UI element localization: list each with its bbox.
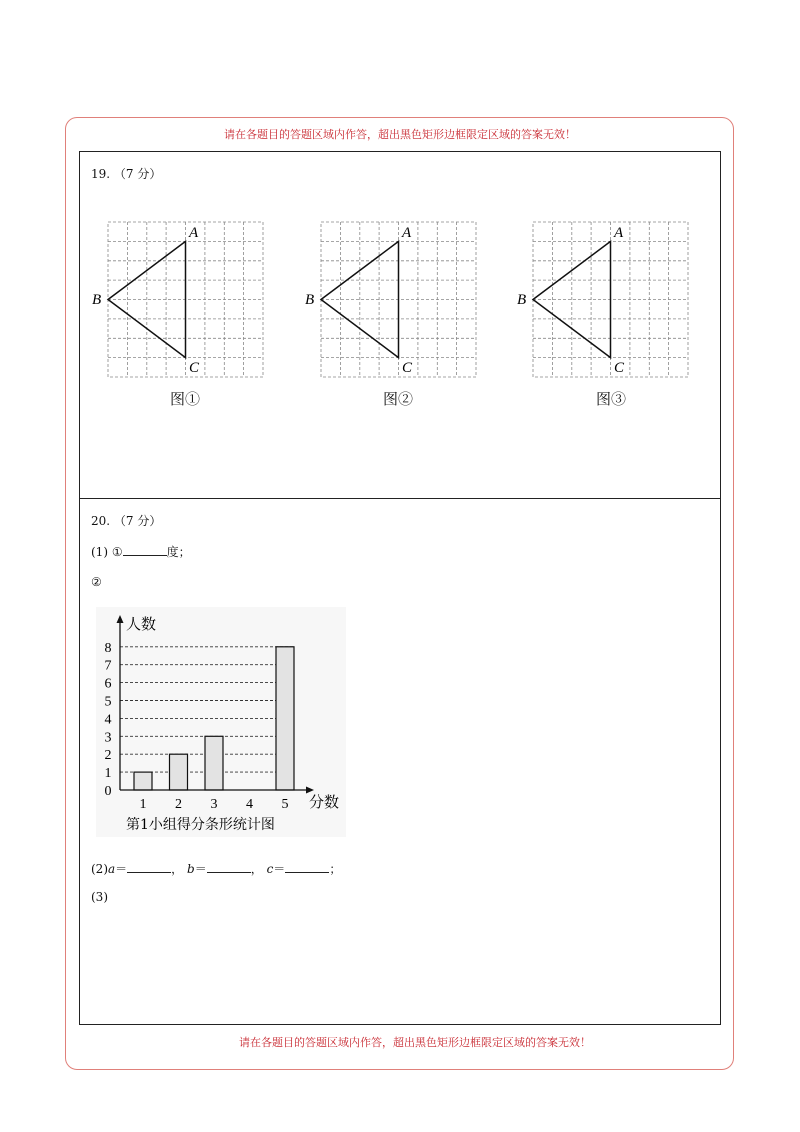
- y-tick-label: 0: [104, 784, 112, 799]
- x-tick-label: 4: [246, 797, 253, 812]
- eq-b: ＝: [194, 862, 207, 876]
- question-divider: [79, 498, 721, 499]
- vertex-a-label: A: [614, 225, 624, 241]
- figure-2-caption: 图②: [383, 390, 414, 408]
- y-tick-label: 6: [104, 676, 112, 692]
- q20-title: 20. （7 分）: [91, 514, 162, 528]
- x-tick-label: 3: [210, 797, 218, 812]
- figure-1-caption: 图①: [170, 390, 201, 408]
- q19-figure-2: [305, 214, 485, 384]
- var-c: c: [266, 862, 274, 876]
- bar-5: [276, 647, 294, 790]
- vertex-b-label: B: [305, 292, 315, 308]
- bar-2: [170, 754, 188, 790]
- chart-x-ticks: [140, 797, 289, 812]
- y-axis-label: 人数: [126, 615, 157, 633]
- y-tick-label: 2: [104, 748, 112, 764]
- y-tick-label: 4: [104, 712, 112, 728]
- y-tick-label: 7: [104, 658, 112, 674]
- y-axis-arrow: [117, 615, 124, 623]
- x-tick-label: 2: [175, 797, 182, 812]
- bar-chart: [96, 607, 346, 837]
- var-a: a: [108, 862, 116, 876]
- eq-a: ＝: [115, 862, 128, 876]
- x-axis-label: 分数: [309, 793, 340, 811]
- var-b: b: [187, 862, 195, 876]
- vertex-a-label: A: [189, 225, 199, 241]
- y-tick-label: 1: [104, 766, 112, 782]
- q20-part1: [91, 543, 191, 560]
- comma-2: ，: [250, 862, 263, 876]
- notice-bottom: 请在各题目的答题区域内作答，超出黑色矩形边框限定区域的答案无效！: [239, 1036, 591, 1049]
- answer-blank-b[interactable]: [207, 862, 251, 873]
- part1-answer-blank[interactable]: [123, 545, 167, 556]
- comma-1: ，: [171, 862, 184, 876]
- vertex-c-label: C: [189, 360, 200, 376]
- y-tick-label: 3: [104, 730, 112, 746]
- q19-title: 19. （7 分）: [91, 167, 162, 181]
- answer-blank-a[interactable]: [127, 862, 171, 873]
- q20-part3: (3): [91, 890, 108, 904]
- vertex-b-label: B: [92, 292, 102, 308]
- x-tick-label: 1: [139, 797, 147, 812]
- part1-suffix: 度；: [166, 545, 191, 559]
- chart-y-ticks: [105, 641, 112, 799]
- x-tick-label: 5: [281, 797, 289, 812]
- vertex-c-label: C: [614, 360, 625, 376]
- q20-part1-sub2: ②: [91, 575, 102, 589]
- q19-figure-3: [517, 214, 697, 384]
- figure-3-caption: 图③: [596, 390, 627, 408]
- part2-end: ；: [329, 862, 342, 876]
- q20-part2: [91, 860, 341, 877]
- bar-3: [205, 736, 223, 790]
- eq-c: ＝: [273, 862, 286, 876]
- bar-1: [134, 772, 152, 790]
- notice-top: 请在各题目的答题区域内作答，超出黑色矩形边框限定区域的答案无效！: [224, 128, 576, 141]
- part1-prefix: (1) ①: [91, 545, 123, 559]
- vertex-c-label: C: [402, 360, 413, 376]
- bar-chart-panel: [96, 607, 346, 837]
- chart-title: 第1小组得分条形统计图: [126, 817, 275, 833]
- vertex-b-label: B: [517, 292, 527, 308]
- part2-prefix: (2): [91, 862, 108, 876]
- answer-blank-c[interactable]: [285, 862, 329, 873]
- vertex-a-label: A: [402, 225, 412, 241]
- y-tick-label: 5: [104, 694, 112, 710]
- y-tick-label: 8: [104, 640, 112, 656]
- q19-figure-1: [92, 214, 272, 384]
